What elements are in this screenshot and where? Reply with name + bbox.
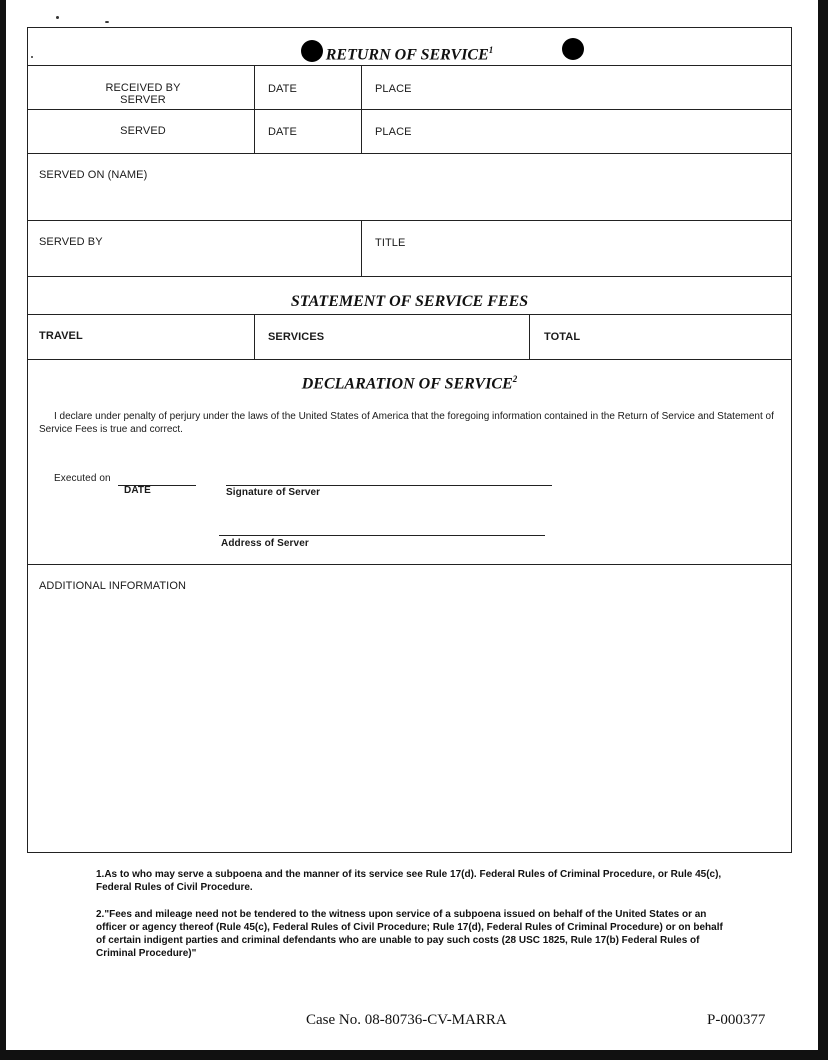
declaration-title: DECLARATION OF SERVICE$^2$ xyxy=(301,374,518,393)
divider xyxy=(28,109,791,110)
served-on-label: SERVED ON (NAME) xyxy=(39,169,148,181)
divider xyxy=(254,65,255,153)
received-place-label: PLACE xyxy=(375,83,412,95)
footnote-2: 2."Fees and mileage need not be tendered to the witness upon service of a subpoena issued on behalf of the United States or an officer or agency thereof (Rule 45(c), Federal Rules of Civil Procedure; Rule 17(d), Federal Rules of Criminal Procedure) or on behalf of certain indigent parties and criminal defendants who are unable to pay such costs (28 USC 1825, Rule 17(b) Federal Rules of Criminal Procedure)" xyxy=(96,909,723,959)
served-date-label: DATE xyxy=(268,126,297,138)
divider xyxy=(28,65,791,66)
received-by-server-label: RECEIVED BY SERVER xyxy=(105,82,181,106)
services-label: SERVICES xyxy=(268,331,325,343)
return-of-service-form xyxy=(27,27,792,853)
divider xyxy=(28,276,791,277)
divider xyxy=(529,314,530,359)
scan-edge-bottom xyxy=(0,1050,828,1060)
divider xyxy=(361,220,362,276)
received-date-label: DATE xyxy=(268,83,297,95)
title-field-label: TITLE xyxy=(375,237,406,249)
executed-on-label: Executed on xyxy=(54,473,111,484)
divider xyxy=(361,65,362,153)
scan-edge-right xyxy=(818,0,828,1060)
served-by-label: SERVED BY xyxy=(39,236,103,248)
service-fees-title: STATEMENT OF SERVICE FEES xyxy=(290,293,529,310)
additional-info-label: ADDITIONAL INFORMATION xyxy=(39,580,187,592)
address-label: Address of Server xyxy=(221,538,309,549)
travel-label: TRAVEL xyxy=(39,330,83,342)
address-line[interactable] xyxy=(219,535,545,536)
divider xyxy=(28,359,791,360)
scan-speck xyxy=(56,16,59,19)
divider xyxy=(28,153,791,154)
scan-speck xyxy=(105,21,109,23)
page-id: P-000377 xyxy=(707,1012,766,1028)
declaration-text: I declare under penalty of perjury under the laws of the United States of America that the foregoing information contained in the Return of Service and Statement of Service Fees is true and correct. xyxy=(39,411,774,435)
date-label: DATE xyxy=(124,485,151,496)
divider xyxy=(28,564,791,565)
scan-edge-left xyxy=(0,0,6,1060)
signature-line[interactable] xyxy=(226,485,552,486)
divider xyxy=(28,314,791,315)
return-of-service-title: RETURN OF SERVICE$^1$ xyxy=(325,45,494,64)
case-number: Case No. 08-80736-CV-MARRA xyxy=(306,1012,507,1028)
signature-label: Signature of Server xyxy=(226,487,321,498)
served-place-label: PLACE xyxy=(375,126,412,138)
served-label: SERVED xyxy=(120,125,166,137)
divider xyxy=(254,314,255,359)
total-label: TOTAL xyxy=(544,331,581,343)
footnote-1: 1.As to who may serve a subpoena and the manner of its service see Rule 17(d). Federal Rules of Criminal Procedure, or Rule 45(c), Federal Rules of Civil Procedure. xyxy=(96,869,722,893)
divider xyxy=(28,220,791,221)
